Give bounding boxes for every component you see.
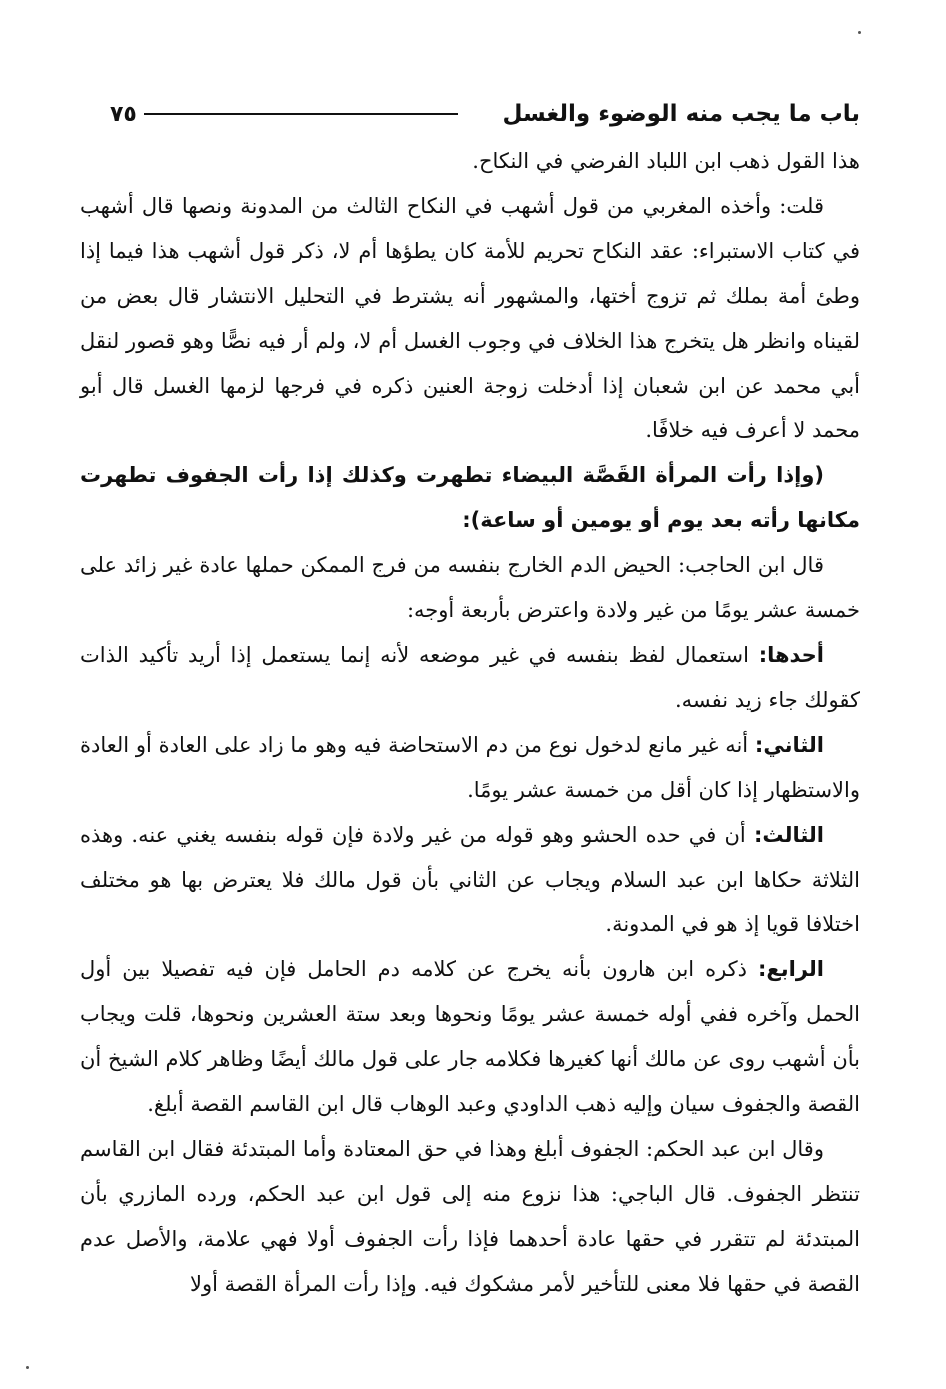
running-header xyxy=(110,92,860,136)
paragraph xyxy=(80,543,860,633)
paragraph-text: أنه غير مانع لدخول نوع من دم الاستحاضة فيه وهو ما زاد على العادة أو العادة والاستظهار إذا كان أقل من خمسة عشر يومًا. xyxy=(80,732,860,802)
paragraph xyxy=(80,139,860,184)
paragraph xyxy=(80,723,860,813)
header-rule xyxy=(144,113,458,115)
paragraph-lead: الثاني: xyxy=(754,732,824,757)
paragraph xyxy=(80,633,860,723)
paragraph-text: قال ابن الحاجب: الحيض الدم الخارج بنفسه من فرج الممكن حملها عادة غير زائد على خمسة عشر يومًا من غير ولادة واعترض بأربعة أوجه: xyxy=(80,553,860,623)
paragraph-text: أن في حده الحشو وهو قوله من غير ولادة فإن قوله بنفسه يغني عنه. وهذه الثلاثة حكاها ابن عبد السلام ويجاب عن الثاني بأن قول مالك فلا يعترض بها هو مختلف اختلافا قويا إذ هو في المدونة. xyxy=(80,822,860,937)
page-number: ٧٥ xyxy=(110,101,137,127)
paragraph xyxy=(80,1127,860,1307)
paragraph-text: قلت: وأخذه المغربي من قول أشهب في النكاح الثالث من المدونة ونصها قال أشهب في كتاب الاستبراء: عقد النكاح تحريم للأمة كان يطؤها أم لا، ذكر قول أشهب هذا فيما إذا وطئ أمة بملك ثم تزوج أختها، والمشهور أنه يشترط في التحليل الانتشار قال بعض من لقيناه وانظر هل يتخرج هذا الخلاف في وجوب الغسل أم لا، ولم أر فيه نصًّا وهو قصور لنقل أبي محمد عن ابن شعبان إذا أدخلت زوجة العنين ذكره في فرجها لزمها الغسل قال أبو محمد لا أعرف فيه خلافًا. xyxy=(80,193,860,443)
paragraph xyxy=(80,813,860,948)
quoted-text-paragraph xyxy=(80,453,860,543)
scan-speck xyxy=(858,31,861,34)
paragraph-text: وقال ابن عبد الحكم: الجفوف أبلغ وهذا في حق المعتادة وأما المبتدئة فقال ابن القاسم تنتظر الجفوف. قال الباجي: هذا نزوع منه إلى قول ابن عبد الحكم، ورده المازري بأن المبتدئة لم تتقرر في حقها عادة أحدهما فإذا رأت الجفوف أولا فهي علامة، والأصل عدم القصة في حقها فلا معنى للتأخير لأمر مشكوك فيه. وإذا رأت المرأة القصة أولا xyxy=(80,1136,860,1296)
paragraph-lead: أحدها: xyxy=(758,642,824,667)
paragraph-lead: الرابع: xyxy=(758,957,824,982)
paragraph xyxy=(80,184,860,453)
scan-speck xyxy=(26,1366,29,1369)
chapter-title: باب ما يجب منه الوضوء والغسل xyxy=(502,101,860,127)
paragraph-text: هذا القول ذهب ابن اللباد الفرضي في النكاح. xyxy=(472,149,860,173)
paragraph xyxy=(80,947,860,1127)
body-text xyxy=(80,139,860,1307)
paragraph-lead: الثالث: xyxy=(753,822,824,847)
paragraph-text: (وإذا رأت المرأة القَصَّة البيضاء تطهرت وكذلك إذا رأت الجفوف تطهرت مكانها رأته بعد يوم أو يومين أو ساعة): xyxy=(80,463,860,533)
paragraph-text: استعمال لفظ بنفسه في غير موضعه لأنه إنما يستعمل إذا أريد تأكيد الذات كقولك جاء زيد نفسه. xyxy=(80,642,860,712)
paragraph-text: ذكره ابن هارون بأنه يخرج عن كلامه دم الحامل فإن فيه تفصيلا بين أول الحمل وآخره ففي أوله خمسة عشر يومًا ونحوها وبعد ستة العشرين ونحوها، قلت ويجاب بأن أشهب روى عن مالك أنها كغيرها فكلامه جار على قول مالك أيضًا وظاهر كلام الشيخ أن القصة والجفوف سيان وإليه ذهب الداودي وعبد الوهاب قال ابن القاسم القصة أبلغ. xyxy=(80,957,860,1117)
